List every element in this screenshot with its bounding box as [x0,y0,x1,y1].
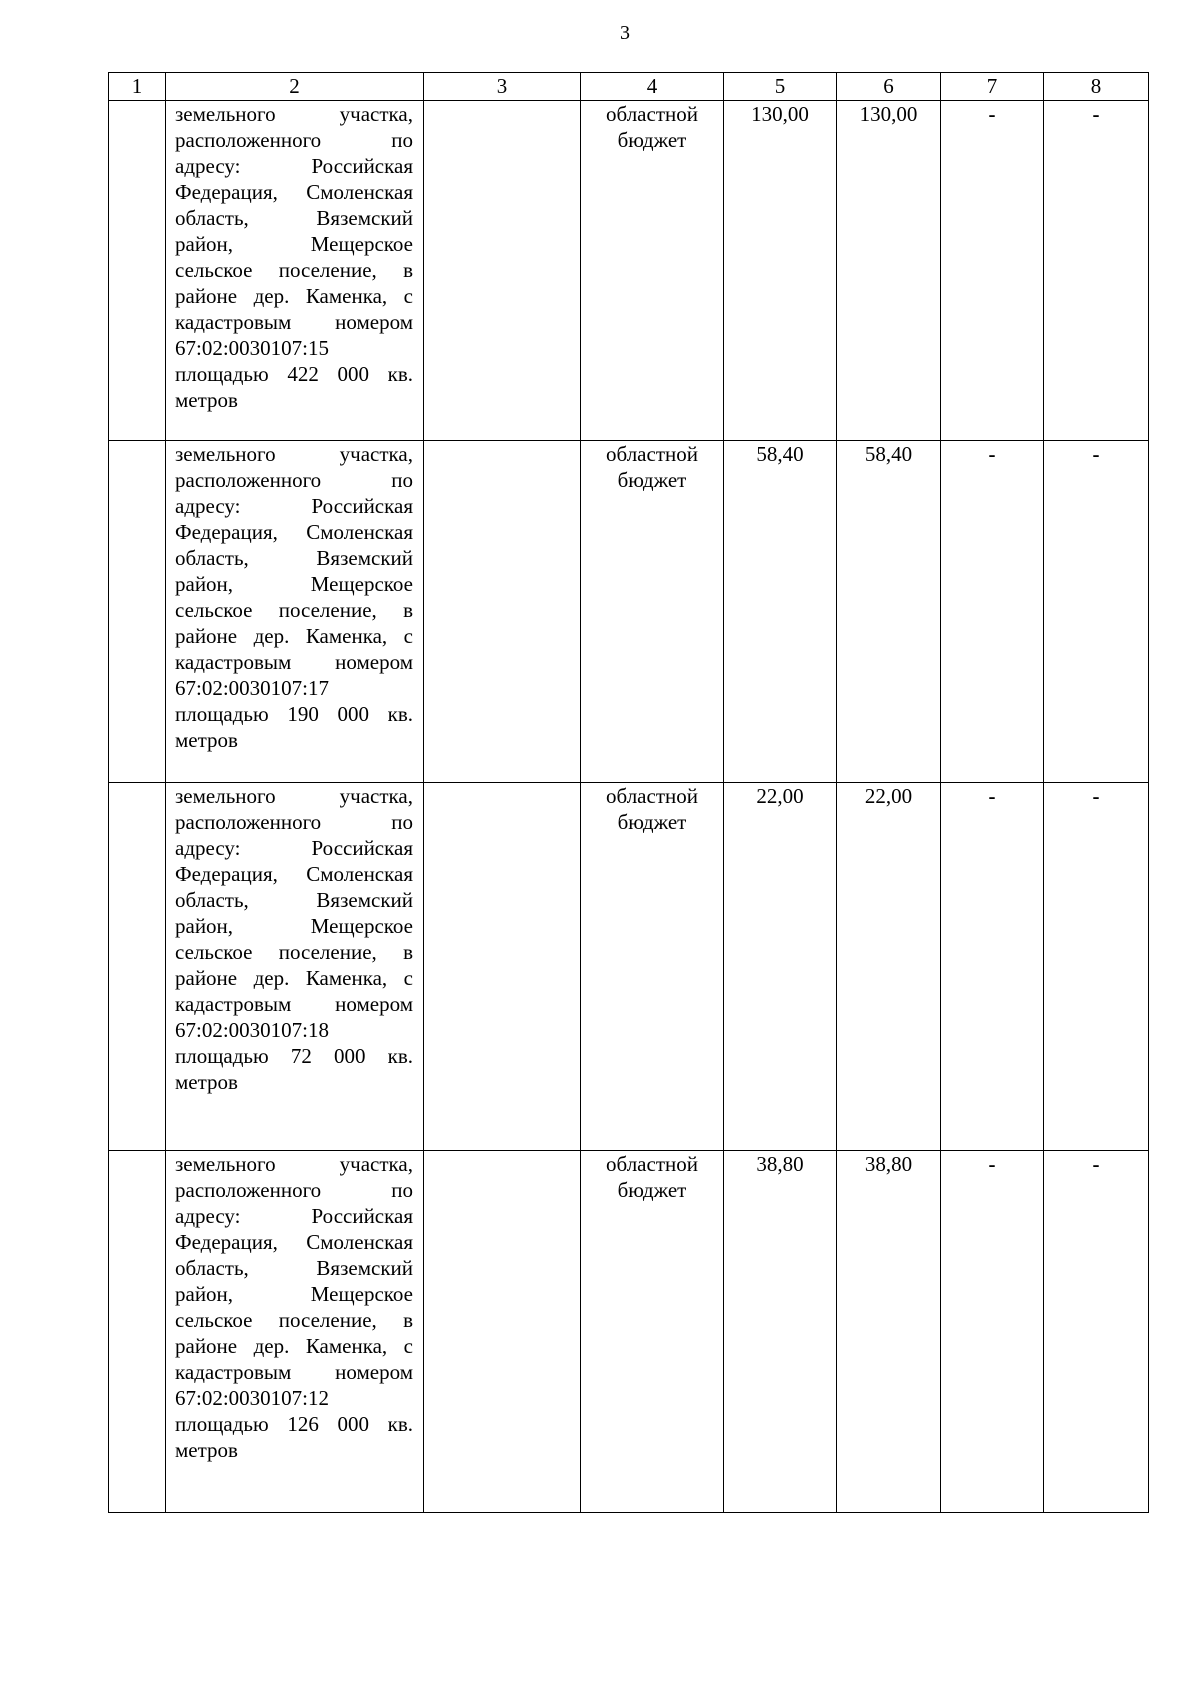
table-row [109,1151,1149,1513]
description-cell: земельного участка, расположенного по адресу: Российская Федерация, Смоленская область, Вяземский район, Мещерское сельское поселение, в районе дер. Каменка, с кадастровым номером 67:02:0030107:15 площадью 422 000 кв. метров [166,101,424,441]
dash-cell: - [1044,1151,1149,1513]
amount-cell: 130,00 [837,101,941,441]
amount-cell: 22,00 [724,783,837,1151]
empty-cell [424,101,581,441]
funding-source-cell: областной бюджет [581,783,724,1151]
amount-cell: 58,40 [724,441,837,783]
dash-cell: - [1044,101,1149,441]
dash-cell: - [941,101,1044,441]
dash-cell: - [941,783,1044,1151]
column-header: 8 [1044,73,1149,101]
column-header: 7 [941,73,1044,101]
table-header-row [109,73,1149,101]
dash-cell: - [1044,441,1149,783]
table-row [109,101,1149,441]
empty-cell [424,441,581,783]
column-header: 2 [166,73,424,101]
table-row [109,783,1149,1151]
row-number-cell [109,783,166,1151]
funding-source-cell: областной бюджет [581,101,724,441]
funding-source-cell: областной бюджет [581,441,724,783]
amount-cell: 38,80 [724,1151,837,1513]
dash-cell: - [1044,783,1149,1151]
amount-cell: 38,80 [837,1151,941,1513]
amount-cell: 130,00 [724,101,837,441]
dash-cell: - [941,1151,1044,1513]
table-row [109,441,1149,783]
amount-cell: 22,00 [837,783,941,1151]
page-number: 3 [620,22,630,44]
description-cell: земельного участка, расположенного по адресу: Российская Федерация, Смоленская область, Вяземский район, Мещерское сельское поселение, в районе дер. Каменка, с кадастровым номером 67:02:0030107:18 площадью 72 000 кв. метров [166,783,424,1151]
funding-source-cell: областной бюджет [581,1151,724,1513]
column-header: 5 [724,73,837,101]
budget-table [108,72,1149,1513]
empty-cell [424,783,581,1151]
description-cell: земельного участка, расположенного по адресу: Российская Федерация, Смоленская область, Вяземский район, Мещерское сельское поселение, в районе дер. Каменка, с кадастровым номером 67:02:0030107:17 площадью 190 000 кв. метров [166,441,424,783]
column-header: 1 [109,73,166,101]
row-number-cell [109,441,166,783]
row-number-cell [109,101,166,441]
dash-cell: - [941,441,1044,783]
amount-cell: 58,40 [837,441,941,783]
empty-cell [424,1151,581,1513]
column-header: 4 [581,73,724,101]
row-number-cell [109,1151,166,1513]
column-header: 6 [837,73,941,101]
column-header: 3 [424,73,581,101]
description-cell: земельного участка, расположенного по адресу: Российская Федерация, Смоленская область, Вяземский район, Мещерское сельское поселение, в районе дер. Каменка, с кадастровым номером 67:02:0030107:12 площадью 126 000 кв. метров [166,1151,424,1513]
